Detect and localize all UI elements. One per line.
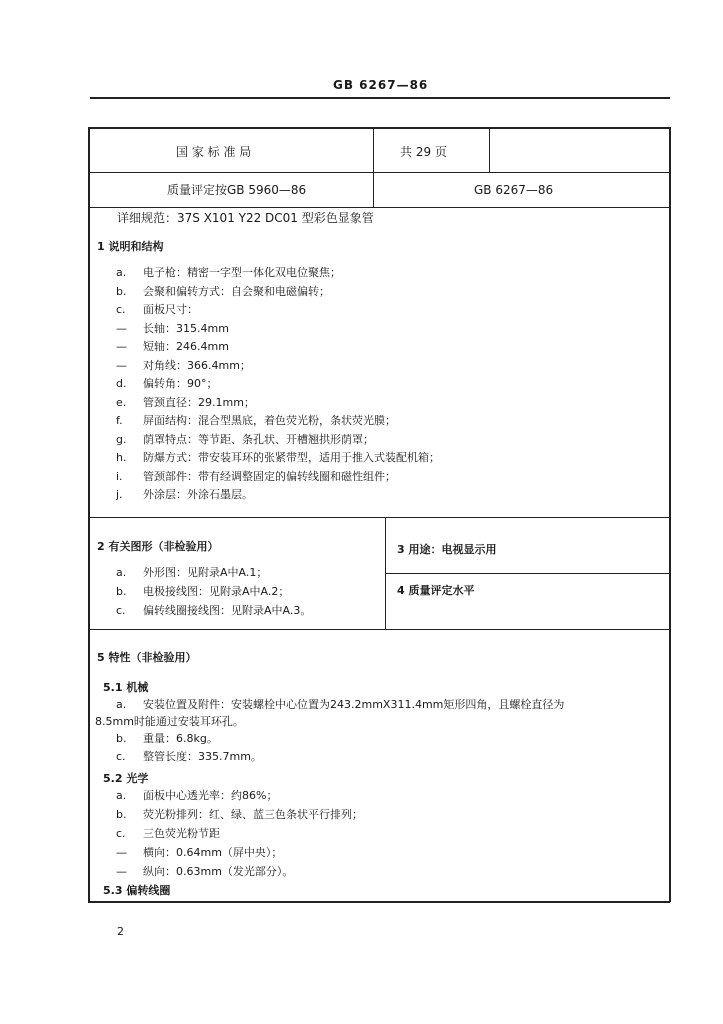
item-key: e. [116, 395, 127, 409]
item-key: a. [116, 566, 127, 579]
item-key: f. [116, 414, 123, 427]
item-text: 外形图：见附录A中A.1； [143, 566, 268, 579]
quality-assessment-basis: 质量评定按GB 5960—86 [167, 183, 307, 197]
item-key: a. [116, 789, 127, 802]
item-key: a. [116, 266, 127, 279]
item-key: a. [116, 698, 127, 711]
detail-spec-title: 详细规范：37S X101 Y22 DC01 型彩色显象管 [117, 211, 374, 225]
item-key: g. [116, 432, 127, 446]
section-4-title: 4 质量评定水平 [397, 584, 475, 597]
issuing-organization: 国 家 标 准 局 [176, 145, 252, 159]
item-key: b. [116, 284, 127, 298]
item-text: 面板中心透光率：约86%； [143, 789, 278, 802]
section-5-2-title: 5.2 光学 [103, 772, 149, 785]
section-5-title: 5 特性（非检验用） [97, 651, 197, 664]
item-key: — [116, 340, 127, 353]
item-key: — [116, 358, 127, 372]
page-number: 2 [117, 925, 124, 938]
item-text: 防爆方式：带安装耳环的张紧带型，适用于推入式装配机箱； [143, 451, 440, 464]
item-key: b. [116, 808, 127, 821]
item-text: 电子枪：精密一字型一体化双电位聚焦； [143, 266, 341, 279]
row-divider-2 [88, 207, 670, 208]
item-key: c. [116, 827, 126, 840]
item-text: 偏转线圈接线图：见附录A中A.3。 [143, 604, 312, 617]
mounting-text-line1: 安装位置及附件：安装螺栓中心位置为243.2mmX311.4mm矩形四角，且螺栓直径为 [143, 698, 565, 711]
row-divider-sec4 [385, 573, 669, 574]
col-divider-main [373, 127, 374, 208]
table-right-border [669, 127, 671, 902]
item-text: 偏转角：90°； [143, 377, 218, 390]
item-text: 荧光粉排列：红、绿、蓝三色条状平行排列； [143, 808, 363, 821]
row-divider-sec2 [88, 517, 670, 518]
mounting-text-line2: 8.5mm时能通过安装耳环孔。 [95, 715, 244, 728]
table-bottom-border [88, 901, 670, 903]
item-key: c. [116, 303, 126, 316]
item-text: 横向：0.64mm（屏中央）； [143, 846, 283, 859]
header-rule [90, 97, 670, 99]
col-divider-pages [489, 127, 490, 172]
item-text: 荫罩特点：等节距、条孔状、开槽翘拱形荫罩； [143, 432, 374, 446]
item-key: i. [116, 469, 123, 483]
item-key: c. [116, 604, 126, 617]
item-text: 面板尺寸： [143, 303, 198, 316]
item-text: 长轴：315.4mm [143, 321, 229, 335]
section-3-title: 3 用途：电视显示用 [397, 543, 497, 556]
standard-number: GB 6267—86 [474, 183, 554, 197]
item-text: 电极接线图：见附录A中A.2； [143, 585, 290, 598]
item-text: 三色荧光粉节距 [143, 827, 220, 840]
section-1-title: 1 说明和结构 [97, 240, 164, 253]
page-count: 共 29 页 [400, 145, 447, 159]
item-text: 管颈部件：带有经调整固定的偏转线圈和磁性组件； [143, 469, 396, 483]
item-key: — [116, 865, 127, 878]
item-key: b. [116, 732, 127, 745]
item-key: j. [116, 488, 123, 501]
item-text: 重量：6.8kg。 [143, 732, 218, 745]
item-text: 对角线：366.4mm； [143, 358, 251, 372]
item-key: b. [116, 585, 127, 598]
table-left-border [88, 127, 90, 902]
item-text: 屏面结构：混合型黑底，着色荧光粉，条状荧光膜； [143, 414, 396, 427]
table-top-border [88, 127, 670, 129]
item-text: 管颈直径：29.1mm； [143, 395, 255, 409]
item-text: 短轴：246.4mm [143, 340, 229, 353]
item-key: h. [116, 451, 127, 464]
section-2-title: 2 有关图形（非检验用） [97, 540, 219, 553]
item-key: — [116, 846, 127, 859]
item-key: — [116, 321, 127, 335]
row-divider-sec5 [88, 629, 670, 630]
section-5-3-title: 5.3 偏转线圈 [103, 884, 171, 897]
item-text: 整管长度：335.7mm。 [143, 750, 262, 763]
header-standard-number: GB 6267—86 [333, 78, 429, 92]
row-divider-1 [88, 172, 670, 173]
item-key: d. [116, 377, 127, 390]
item-text: 外涂层：外涂石墨层。 [143, 488, 253, 501]
item-text: 会聚和偏转方式：自会聚和电磁偏转； [143, 284, 330, 298]
section-5-1-title: 5.1 机械 [103, 681, 149, 694]
item-key: c. [116, 750, 126, 763]
item-text: 纵向：0.63mm（发光部分）。 [143, 865, 294, 878]
